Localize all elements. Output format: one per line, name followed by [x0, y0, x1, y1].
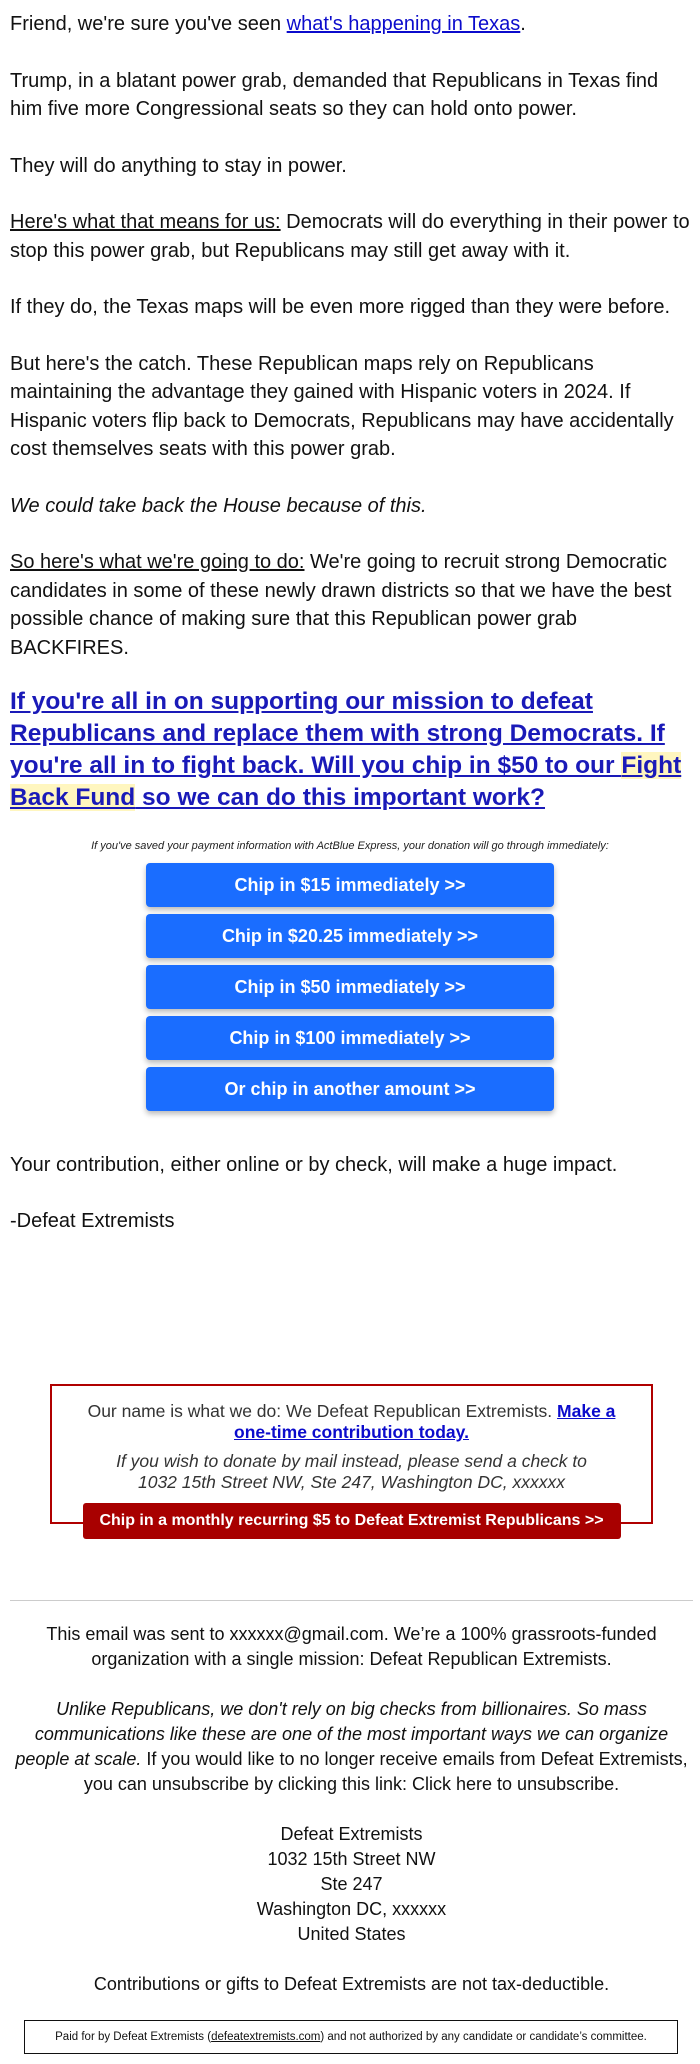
cta-headline-link[interactable] [10, 686, 690, 814]
footer-tax-note: Contributions or gifts to Defeat Extremists are not tax-deductible. [93, 1974, 610, 1994]
website-link[interactable]: defeatextremists.com [211, 2031, 321, 2043]
contribution-impact: Your contribution, either online or by check, will make a huge impact. [10, 1154, 618, 1176]
texas-link[interactable]: what's happening in Texas [286, 13, 521, 35]
paragraph-plan [10, 548, 690, 662]
address-line: 1032 15th Street NW [267, 1849, 436, 1869]
intro-greeting: Friend, we're sure you've seen [10, 13, 287, 35]
footer-divider [10, 1600, 693, 1601]
donate-15-button[interactable]: Chip in $15 immediately >> [146, 863, 554, 907]
intro-paragraph [10, 10, 690, 39]
monthly-recurring-button[interactable]: Chip in a monthly recurring $5 to Defeat Extremist Republicans >> [83, 1503, 621, 1539]
box-mission-statement: Our name is what we do: We Defeat Republican Extremists. [87, 1401, 558, 1421]
paragraph-what-it-means [10, 208, 690, 265]
what-it-means-lead: Here's what that means for us: [10, 211, 281, 233]
one-time-contribution-link[interactable]: Make a one-time contribution today. [234, 1401, 616, 1442]
paid-for-disclaimer [24, 2020, 678, 2054]
address-line: Defeat Extremists [280, 1824, 423, 1844]
signature: -Defeat Extremists [10, 1210, 175, 1232]
footer-address [10, 1822, 693, 1947]
paragraph-rigged-maps: If they do, the Texas maps will be even more rigged than they were before. [10, 296, 670, 318]
paragraph-power-grab: Trump, in a blatant power grab, demanded that Republicans in Texas find him five more Congressional seats so they can hold onto power. [10, 69, 659, 120]
footer [10, 1622, 693, 2022]
donate-100-button[interactable]: Chip in $100 immediately >> [146, 1016, 554, 1060]
cta-headline-part1: If you're all in on supporting our mission to defeat Republicans and replace them with strong Democrats. If you're all in to fight back. Will you chip in $50 to our [10, 688, 665, 779]
address-line: Ste 247 [320, 1874, 383, 1894]
paid-for-suffix: ) and not authorized by any candidate or candidate’s committee. [320, 2031, 647, 2043]
donation-buttons [10, 863, 690, 1111]
intro-period: . [520, 13, 526, 35]
paragraph-the-catch: But here's the catch. These Republican maps rely on Republicans maintaining the advantage they gained with Hispanic voters in 2024. If Hispanic voters flip back to Democrats, Republicans may have accidentally cost themselves seats with this power grab. [10, 352, 674, 460]
monthly-donation-box [50, 1384, 653, 1529]
paragraph-take-back-house: We could take back the House because of this. [10, 494, 427, 517]
donate-other-amount-button[interactable]: Or chip in another amount >> [146, 1067, 554, 1111]
box-mail-instructions: If you wish to donate by mail instead, please send a check to 1032 15th Street NW, Ste 247, Washington DC, xxxxxx [116, 1451, 587, 1492]
paragraph-stay-in-power: They will do anything to stay in power. [10, 154, 347, 177]
footer-italic-text: Unlike Republicans, we don't rely on big checks from billionaires. So mass communications like these are one of the most important ways we can organize people at scale. [15, 1699, 669, 1769]
what-it-means-text: Democrats will do everything in their power to stop this power grab, but Republicans may still get away with it. [10, 211, 690, 262]
plan-text: We're going to recruit strong Democratic candidates in some of these newly drawn districts so that we have the best possible chance of making sure that this Republican power grab BACKFIRES. [10, 551, 672, 659]
footer-sent-to: This email was sent to xxxxxx@gmail.com. We’re a 100% grassroots-funded organization with a single mission: Defeat Republican Extremists. [46, 1624, 657, 1669]
footer-about [10, 1697, 693, 1797]
address-line: Washington DC, xxxxxx [256, 1899, 447, 1919]
cta-headline-highlight: Fight Back Fund [10, 752, 682, 811]
plan-lead: So here's what we're going to do: [10, 551, 305, 573]
donate-50-button[interactable]: Chip in $50 immediately >> [146, 965, 554, 1009]
box-mission-text [52, 1401, 651, 1443]
paid-for-prefix: Paid for by Defeat Extremists ( [55, 2031, 212, 2043]
donate-20-25-button[interactable]: Chip in $20.25 immediately >> [146, 914, 554, 958]
cta-headline-part2: so we can do this important work? [135, 784, 545, 811]
address-line: United States [297, 1924, 406, 1944]
footer-unsubscribe-text[interactable]: If you would like to no longer receive emails from Defeat Extremists, you can unsubscribe by clicking this link: Click here to unsubscribe. [83, 1749, 688, 1794]
actblue-express-note: If you've saved your payment information with ActBlue Express, your donation will go through immediately: [91, 840, 609, 852]
